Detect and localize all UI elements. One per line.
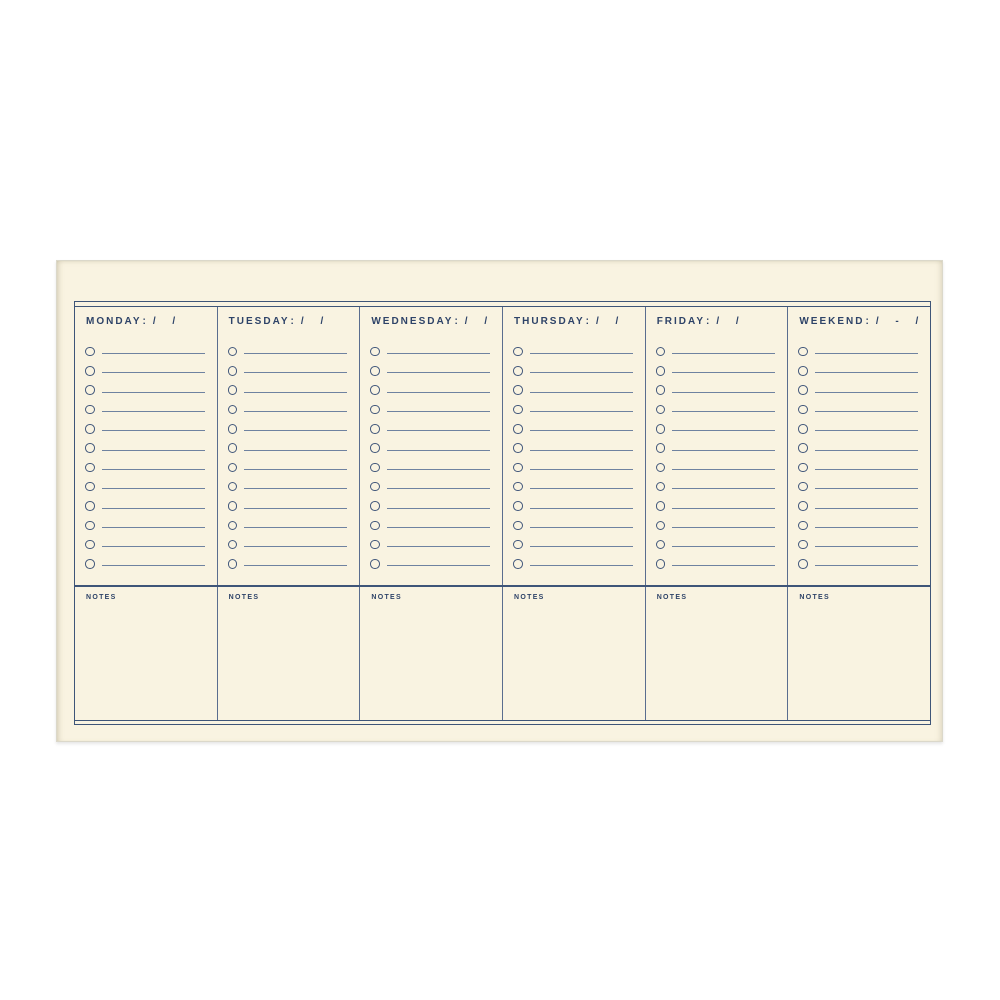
task-row [85,554,208,573]
task-checkbox-circle-icon [656,521,666,531]
task-row [798,458,921,477]
task-row [228,438,351,457]
task-checkbox-circle-icon [228,347,238,357]
day-header [86,316,182,327]
task-checkbox-circle-icon [370,405,380,415]
task-writing-line [530,508,633,509]
task-writing-line [102,372,205,373]
task-writing-line [530,546,633,547]
task-writing-line [244,469,347,470]
task-writing-line [672,411,775,412]
task-checkbox-circle-icon [513,366,523,376]
day-date-placeholder: / - / [875,316,926,327]
task-row [228,361,351,380]
task-writing-line [815,565,918,566]
task-row [513,419,636,438]
task-list [798,342,921,574]
task-row [370,400,493,419]
task-writing-line [387,392,490,393]
task-row [513,342,636,361]
task-checkbox-circle-icon [656,463,666,473]
task-row [656,554,779,573]
task-checkbox-circle-icon [513,347,523,357]
task-row [656,419,779,438]
task-row [228,342,351,361]
task-writing-line [672,527,775,528]
task-writing-line [530,450,633,451]
task-writing-line [815,353,918,354]
task-row [656,361,779,380]
task-row [85,458,208,477]
day-columns [75,307,930,720]
day-label: THURSDAY [514,316,585,327]
task-writing-line [244,353,347,354]
task-writing-line [530,488,633,489]
task-writing-line [244,430,347,431]
task-checkbox-circle-icon [85,385,95,395]
task-writing-line [102,565,205,566]
task-writing-line [244,565,347,566]
task-checkbox-circle-icon [85,443,95,453]
task-checkbox-circle-icon [228,501,238,511]
task-checkbox-circle-icon [513,521,523,531]
task-checkbox-circle-icon [798,559,808,569]
task-row [228,535,351,554]
task-writing-line [387,527,490,528]
task-writing-line [244,508,347,509]
task-writing-line [387,546,490,547]
task-checkbox-circle-icon [513,424,523,434]
task-writing-line [672,508,775,509]
task-writing-line [672,469,775,470]
notes-label: NOTES [514,594,545,601]
task-checkbox-circle-icon [228,540,238,550]
day-colon: : [865,316,871,327]
task-checkbox-circle-icon [656,482,666,492]
task-checkbox-circle-icon [798,540,808,550]
task-row [656,496,779,515]
day-header [657,316,746,327]
task-writing-line [530,392,633,393]
task-row [798,361,921,380]
task-writing-line [244,411,347,412]
task-checkbox-circle-icon [228,385,238,395]
task-checkbox-circle-icon [85,366,95,376]
task-row [85,361,208,380]
task-writing-line [102,430,205,431]
task-writing-line [387,430,490,431]
task-writing-line [244,546,347,547]
task-writing-line [530,565,633,566]
task-list [370,342,493,574]
task-checkbox-circle-icon [370,559,380,569]
task-row [85,535,208,554]
task-writing-line [530,469,633,470]
task-writing-line [672,372,775,373]
task-list [656,342,779,574]
task-checkbox-circle-icon [798,424,808,434]
task-writing-line [102,392,205,393]
task-writing-line [244,392,347,393]
task-row [228,419,351,438]
task-writing-line [672,392,775,393]
task-checkbox-circle-icon [656,385,666,395]
day-colon: : [290,316,296,327]
day-header [514,316,625,327]
task-checkbox-circle-icon [798,366,808,376]
task-row [656,400,779,419]
task-row [85,516,208,535]
task-row [370,381,493,400]
notes-label: NOTES [86,594,117,601]
task-writing-line [672,565,775,566]
task-checkbox-circle-icon [370,347,380,357]
task-row [85,400,208,419]
task-row [85,496,208,515]
task-checkbox-circle-icon [370,482,380,492]
task-writing-line [102,488,205,489]
task-row [228,554,351,573]
task-writing-line [102,546,205,547]
day-header [799,316,925,327]
task-checkbox-circle-icon [513,501,523,511]
task-row [513,554,636,573]
task-checkbox-circle-icon [85,521,95,531]
task-writing-line [815,450,918,451]
task-writing-line [387,372,490,373]
task-row [513,477,636,496]
task-row [228,496,351,515]
task-writing-line [244,488,347,489]
task-checkbox-circle-icon [656,405,666,415]
task-list [228,342,351,574]
task-checkbox-circle-icon [656,424,666,434]
notes-label: NOTES [371,594,402,601]
task-checkbox-circle-icon [798,347,808,357]
task-checkbox-circle-icon [228,463,238,473]
planner-grid [74,301,931,725]
task-checkbox-circle-icon [370,463,380,473]
task-row [85,438,208,457]
day-column [359,307,502,720]
task-row [513,361,636,380]
task-checkbox-circle-icon [85,405,95,415]
task-checkbox-circle-icon [798,463,808,473]
task-row [513,496,636,515]
task-checkbox-circle-icon [798,521,808,531]
task-writing-line [672,353,775,354]
task-row [85,419,208,438]
task-writing-line [530,527,633,528]
task-writing-line [672,430,775,431]
task-row [656,477,779,496]
task-checkbox-circle-icon [370,501,380,511]
task-writing-line [102,527,205,528]
task-checkbox-circle-icon [228,424,238,434]
day-colon: : [706,316,712,327]
task-writing-line [387,488,490,489]
task-checkbox-circle-icon [370,540,380,550]
task-checkbox-circle-icon [798,482,808,492]
task-row [370,554,493,573]
day-column [645,307,788,720]
task-row [798,516,921,535]
task-writing-line [815,488,918,489]
task-row [370,419,493,438]
task-checkbox-circle-icon [798,405,808,415]
task-row [370,535,493,554]
task-checkbox-circle-icon [370,424,380,434]
task-checkbox-circle-icon [513,559,523,569]
task-checkbox-circle-icon [85,559,95,569]
task-row [228,381,351,400]
task-writing-line [387,450,490,451]
task-checkbox-circle-icon [513,443,523,453]
task-writing-line [102,411,205,412]
task-writing-line [815,392,918,393]
task-checkbox-circle-icon [656,443,666,453]
task-row [798,535,921,554]
task-checkbox-circle-icon [228,521,238,531]
day-date-placeholder: / / [716,316,746,327]
day-column [502,307,645,720]
task-writing-line [815,430,918,431]
day-column [217,307,360,720]
task-writing-line [244,527,347,528]
task-writing-line [102,508,205,509]
task-row [798,477,921,496]
task-writing-line [244,372,347,373]
task-row [656,342,779,361]
day-header [371,316,494,327]
task-row [370,361,493,380]
day-label: TUESDAY [228,316,290,327]
day-date-placeholder: / / [596,316,626,327]
task-row [228,477,351,496]
day-column [787,307,930,720]
task-row [656,438,779,457]
task-list [513,342,636,574]
task-checkbox-circle-icon [656,540,666,550]
task-writing-line [387,353,490,354]
task-checkbox-circle-icon [656,347,666,357]
day-label: WEDNESDAY [371,316,454,327]
task-row [370,342,493,361]
task-checkbox-circle-icon [370,366,380,376]
task-row [798,381,921,400]
task-row [370,458,493,477]
task-row [370,477,493,496]
notes-label: NOTES [228,594,260,601]
task-list [85,342,208,574]
weekly-planner-sheet [56,260,943,742]
day-header [229,316,331,327]
day-label: FRIDAY [656,316,705,327]
task-row [85,342,208,361]
day-date-placeholder: / / [152,316,183,327]
task-writing-line [815,527,918,528]
task-checkbox-circle-icon [85,501,95,511]
task-writing-line [387,411,490,412]
task-checkbox-circle-icon [513,540,523,550]
task-checkbox-circle-icon [656,559,666,569]
task-row [513,381,636,400]
task-checkbox-circle-icon [228,559,238,569]
task-checkbox-circle-icon [228,405,238,415]
day-colon: : [585,316,591,327]
day-label: WEEKEND [799,316,865,327]
task-writing-line [387,469,490,470]
task-row [798,342,921,361]
task-checkbox-circle-icon [798,443,808,453]
task-row [228,458,351,477]
task-writing-line [815,372,918,373]
task-row [370,516,493,535]
task-checkbox-circle-icon [85,482,95,492]
task-writing-line [815,411,918,412]
task-row [798,438,921,457]
notes-label: NOTES [799,594,830,601]
task-writing-line [672,450,775,451]
task-checkbox-circle-icon [513,385,523,395]
task-writing-line [102,469,205,470]
task-row [656,381,779,400]
task-row [228,400,351,419]
day-label: MONDAY [86,316,142,327]
task-row [513,458,636,477]
task-row [85,477,208,496]
task-checkbox-circle-icon [656,501,666,511]
task-checkbox-circle-icon [85,463,95,473]
task-writing-line [387,508,490,509]
task-row [370,496,493,515]
day-date-placeholder: / / [464,316,495,327]
task-writing-line [530,372,633,373]
task-writing-line [672,488,775,489]
task-checkbox-circle-icon [798,385,808,395]
task-checkbox-circle-icon [228,482,238,492]
task-checkbox-circle-icon [370,385,380,395]
task-checkbox-circle-icon [85,347,95,357]
day-colon: : [454,316,460,327]
task-writing-line [672,546,775,547]
task-row [656,535,779,554]
task-writing-line [530,353,633,354]
task-row [798,419,921,438]
day-column [75,307,217,720]
task-writing-line [102,450,205,451]
task-checkbox-circle-icon [85,424,95,434]
task-row [513,516,636,535]
task-writing-line [530,411,633,412]
notes-label: NOTES [656,594,688,601]
task-checkbox-circle-icon [798,501,808,511]
task-row [370,438,493,457]
task-row [513,438,636,457]
task-row [228,516,351,535]
day-colon: : [142,316,148,327]
task-checkbox-circle-icon [228,443,238,453]
task-checkbox-circle-icon [370,443,380,453]
task-row [656,458,779,477]
task-checkbox-circle-icon [513,463,523,473]
task-row [513,535,636,554]
task-writing-line [815,508,918,509]
task-checkbox-circle-icon [228,366,238,376]
task-writing-line [387,565,490,566]
task-row [798,400,921,419]
task-checkbox-circle-icon [370,521,380,531]
task-checkbox-circle-icon [513,482,523,492]
task-row [798,496,921,515]
day-date-placeholder: / / [300,316,331,327]
task-row [513,400,636,419]
task-checkbox-circle-icon [656,366,666,376]
task-checkbox-circle-icon [513,405,523,415]
task-writing-line [244,450,347,451]
task-writing-line [815,546,918,547]
task-checkbox-circle-icon [85,540,95,550]
task-writing-line [530,430,633,431]
task-row [656,516,779,535]
task-writing-line [815,469,918,470]
task-row [798,554,921,573]
task-row [85,381,208,400]
task-writing-line [102,353,205,354]
